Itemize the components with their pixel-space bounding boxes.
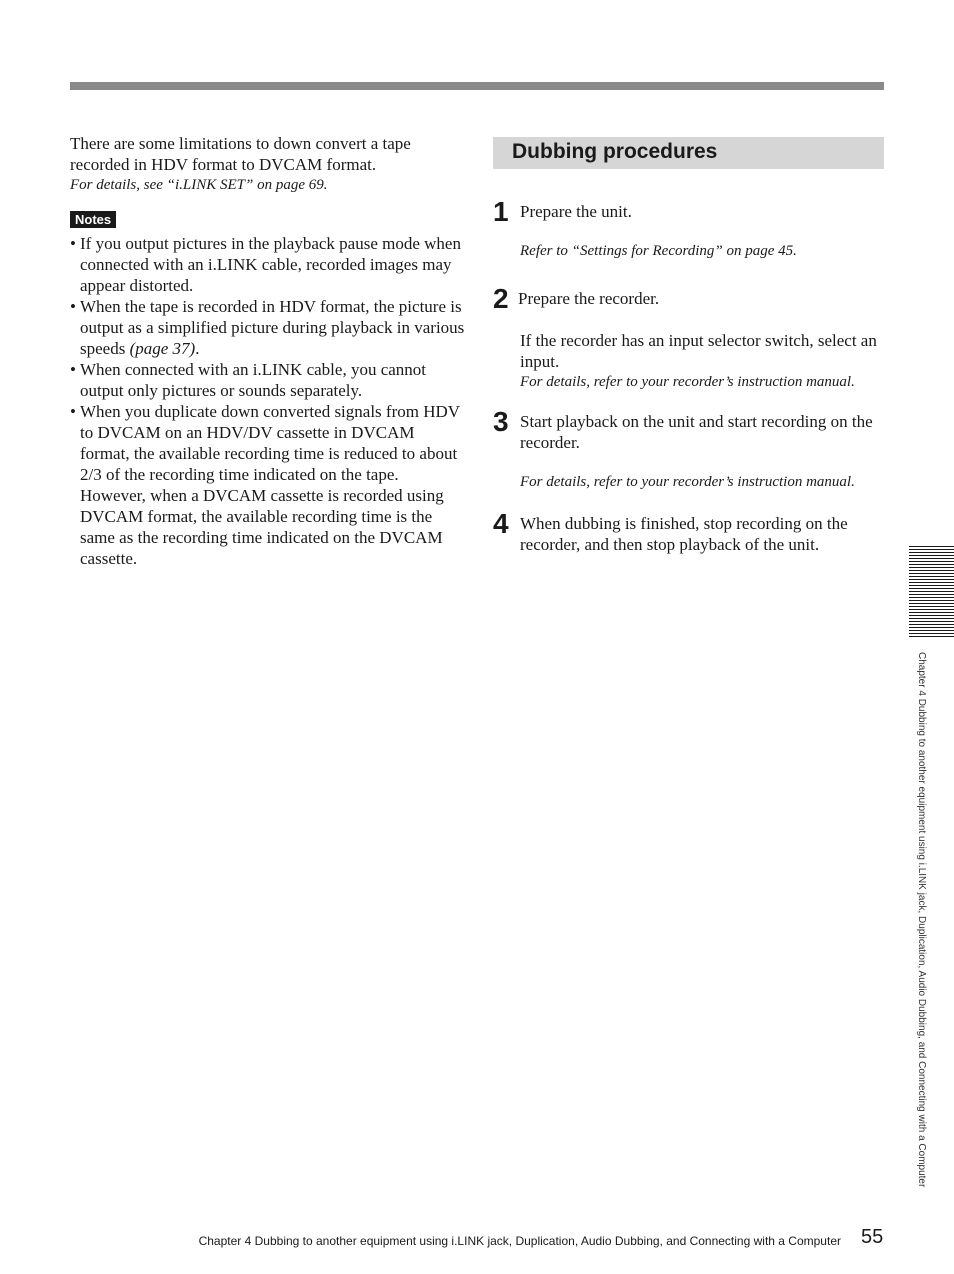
note-text: When connected with an i.LINK cable, you cannot output only pictures or sounds separately.	[80, 360, 427, 400]
step-reference: Refer to “Settings for Recording” on page 45.	[520, 243, 797, 259]
step-text: Prepare the unit.	[520, 202, 632, 221]
step-reference: For details, refer to your recorder’s instruction manual.	[520, 474, 855, 490]
side-chapter-title: Chapter 4 Dubbing to another equipment using i.LINK jack, Duplication, Audio Dubbing, and Connecting with a Computer	[916, 652, 927, 1188]
note-item	[70, 359, 465, 401]
step-1	[493, 196, 884, 261]
intro-reference: For details, see “i.LINK SET” on page 69.	[70, 177, 328, 193]
note-item	[70, 401, 465, 569]
step-number: 3	[493, 406, 509, 437]
step-reference: For details, refer to your recorder’s instruction manual.	[520, 374, 855, 390]
chapter-tab-marker	[909, 546, 954, 639]
footer-chapter: Chapter 4 Dubbing to another equipment using i.LINK jack, Duplication, Audio Dubbing, and Connecting with a Computer	[198, 1234, 841, 1248]
notes-badge: Notes	[70, 211, 116, 228]
note-item	[70, 233, 465, 296]
note-punctuation: .	[195, 339, 200, 358]
page-number: 55	[861, 1226, 884, 1248]
note-text: When the tape is recorded in HDV format, the picture is output as a simplified picture during playback in various speeds	[80, 297, 465, 358]
step-text: Prepare the recorder.	[518, 289, 660, 308]
page-reference: (page 37)	[129, 339, 196, 358]
note-text: When you duplicate down converted signals from HDV to DVCAM on an HDV/DV cassette in DVCAM format, the available recording time is reduced to about 2/3 of the recording time indicated on the tape. However, when a DVCAM cassette is recorded using DVCAM format, the available recording time is the same as the recording time indicated on the DVCAM cassette.	[80, 402, 460, 568]
step-detail: If the recorder has an input selector switch, select an input.	[520, 331, 877, 371]
step-3	[493, 406, 884, 492]
step-number: 1	[493, 196, 509, 227]
intro-text: There are some limitations to down convert a tape recorded in HDV format to DVCAM format.	[70, 134, 411, 174]
notes-list	[70, 233, 465, 569]
step-number: 4	[493, 508, 509, 539]
note-item	[70, 296, 465, 359]
right-column	[493, 137, 884, 554]
left-column	[70, 133, 465, 569]
note-text: If you output pictures in the playback pause mode when connected with an i.LINK cable, recorded images may appear distorted.	[80, 234, 461, 295]
step-text: Start playback on the unit and start recording on the recorder.	[520, 412, 873, 452]
step-2	[493, 283, 884, 392]
step-4	[493, 508, 884, 555]
step-number: 2	[493, 283, 509, 314]
header-rule	[70, 82, 884, 90]
section-title: Dubbing procedures	[493, 137, 884, 169]
step-text: When dubbing is finished, stop recording on the recorder, and then stop playback of the unit.	[520, 514, 848, 554]
